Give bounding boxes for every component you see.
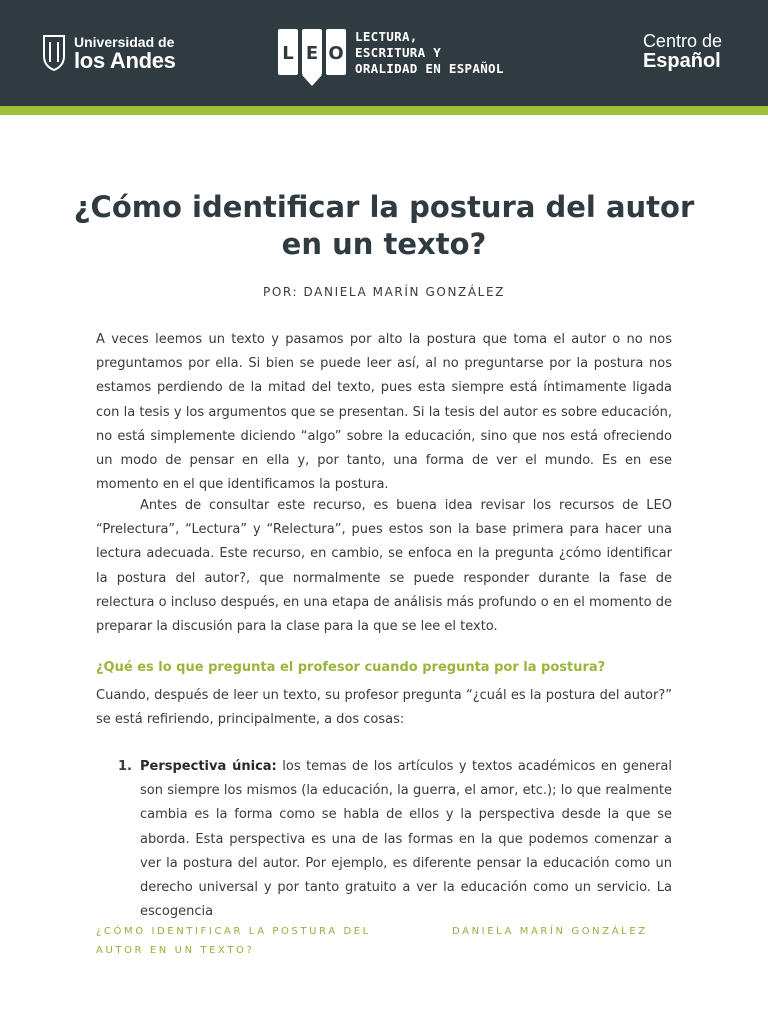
footer-title: ¿CÓMO IDENTIFICAR LA POSTURA DEL AUTOR EN UN TEXTO? — [96, 926, 371, 956]
leo-pencil-icon — [277, 28, 347, 88]
centro-espanol-logo — [643, 32, 722, 72]
list-number: 1. — [118, 759, 132, 774]
list-body — [140, 755, 672, 924]
leo-tagline — [355, 28, 504, 77]
leo-letter-e: E — [305, 43, 319, 64]
centro-line1: Centro de — [642, 31, 722, 51]
leo-line2: ESCRITURA Y — [355, 45, 442, 60]
document-title: ¿Cómo identificar la postura del autor en un texto? — [73, 190, 695, 261]
paragraph-resources: Antes de consultar este recurso, es buena idea revisar los recursos de LEO “Prelectura”, “Lectura” y “Relectura”, pues estos son la base primera para hacer una lectura adecuada. Este recurso, en cambio, se enfoca en la pregunta ¿cómo identificar la postura del autor?, que normalmente se puede responder durante la fase de relectura o incluso después, en una etapa de análisis más profundo o en el momento de preparar la discusión para la clase para la que se lee el texto. — [96, 498, 672, 635]
leo-line1: LECTURA, — [355, 29, 418, 44]
section-heading: ¿Qué es lo que pregunta el profesor cuando pregunta por la postura? — [96, 660, 606, 675]
uniandes-crest-icon — [40, 34, 68, 72]
leo-letter-l: L — [282, 43, 294, 64]
leo-line3: ORALIDAD EN ESPAÑOL — [355, 61, 504, 76]
footer-author: DANIELA MARÍN GONZÁLEZ — [452, 926, 648, 937]
paragraph-question: Cuando, después de leer un texto, su profesor pregunta “¿cuál es la postura del autor?” se está refiriendo, principalmente, a dos cosas: — [96, 688, 672, 728]
list-term: Perspectiva única: — [140, 759, 277, 774]
leo-logo — [277, 28, 504, 88]
uniandes-line2: los Andes — [74, 48, 176, 73]
list-text: los temas de los artículos y textos académicos en general son siempre los mismos (la educación, la guerra, el amor, etc.); lo que realmente cambia es la forma como se habla de ellos y la perspectiva desde la que se aborda. Esta perspectiva es una de las formas en la que podemos comenzar a ver la postura del autor. Por ejemplo, es diferente pensar la educación como un derecho universal y por tanto gratuito a ver la educación como un servicio. La escogencia — [140, 759, 672, 920]
centro-line2: Español — [642, 50, 721, 72]
uniandes-line1: Universidad de — [74, 34, 175, 50]
author-byline: POR: DANIELA MARÍN GONZÁLEZ — [263, 285, 505, 299]
header-accent-stripe — [0, 106, 768, 115]
leo-letter-o: O — [328, 43, 344, 64]
uniandes-logo — [40, 34, 176, 72]
paragraph-intro: A veces leemos un texto y pasamos por alto la postura que toma el autor o no nos preguntamos por ella. Si bien se puede leer así, al no preguntarse por la postura nos estamos perdiendo de la mitad del texto, pues esta siempre está íntimamente ligada con la tesis y los argumentos que se presentan. Si la tesis del autor es sobre educación, no está simplemente diciendo “algo” sobre la educación, sino que nos está ofreciendo un modo de pensar en ella y, por tanto, una forma de ver el mundo. Es en ese momento en el que identificamos la postura. — [96, 332, 672, 493]
header-bar — [0, 0, 768, 106]
